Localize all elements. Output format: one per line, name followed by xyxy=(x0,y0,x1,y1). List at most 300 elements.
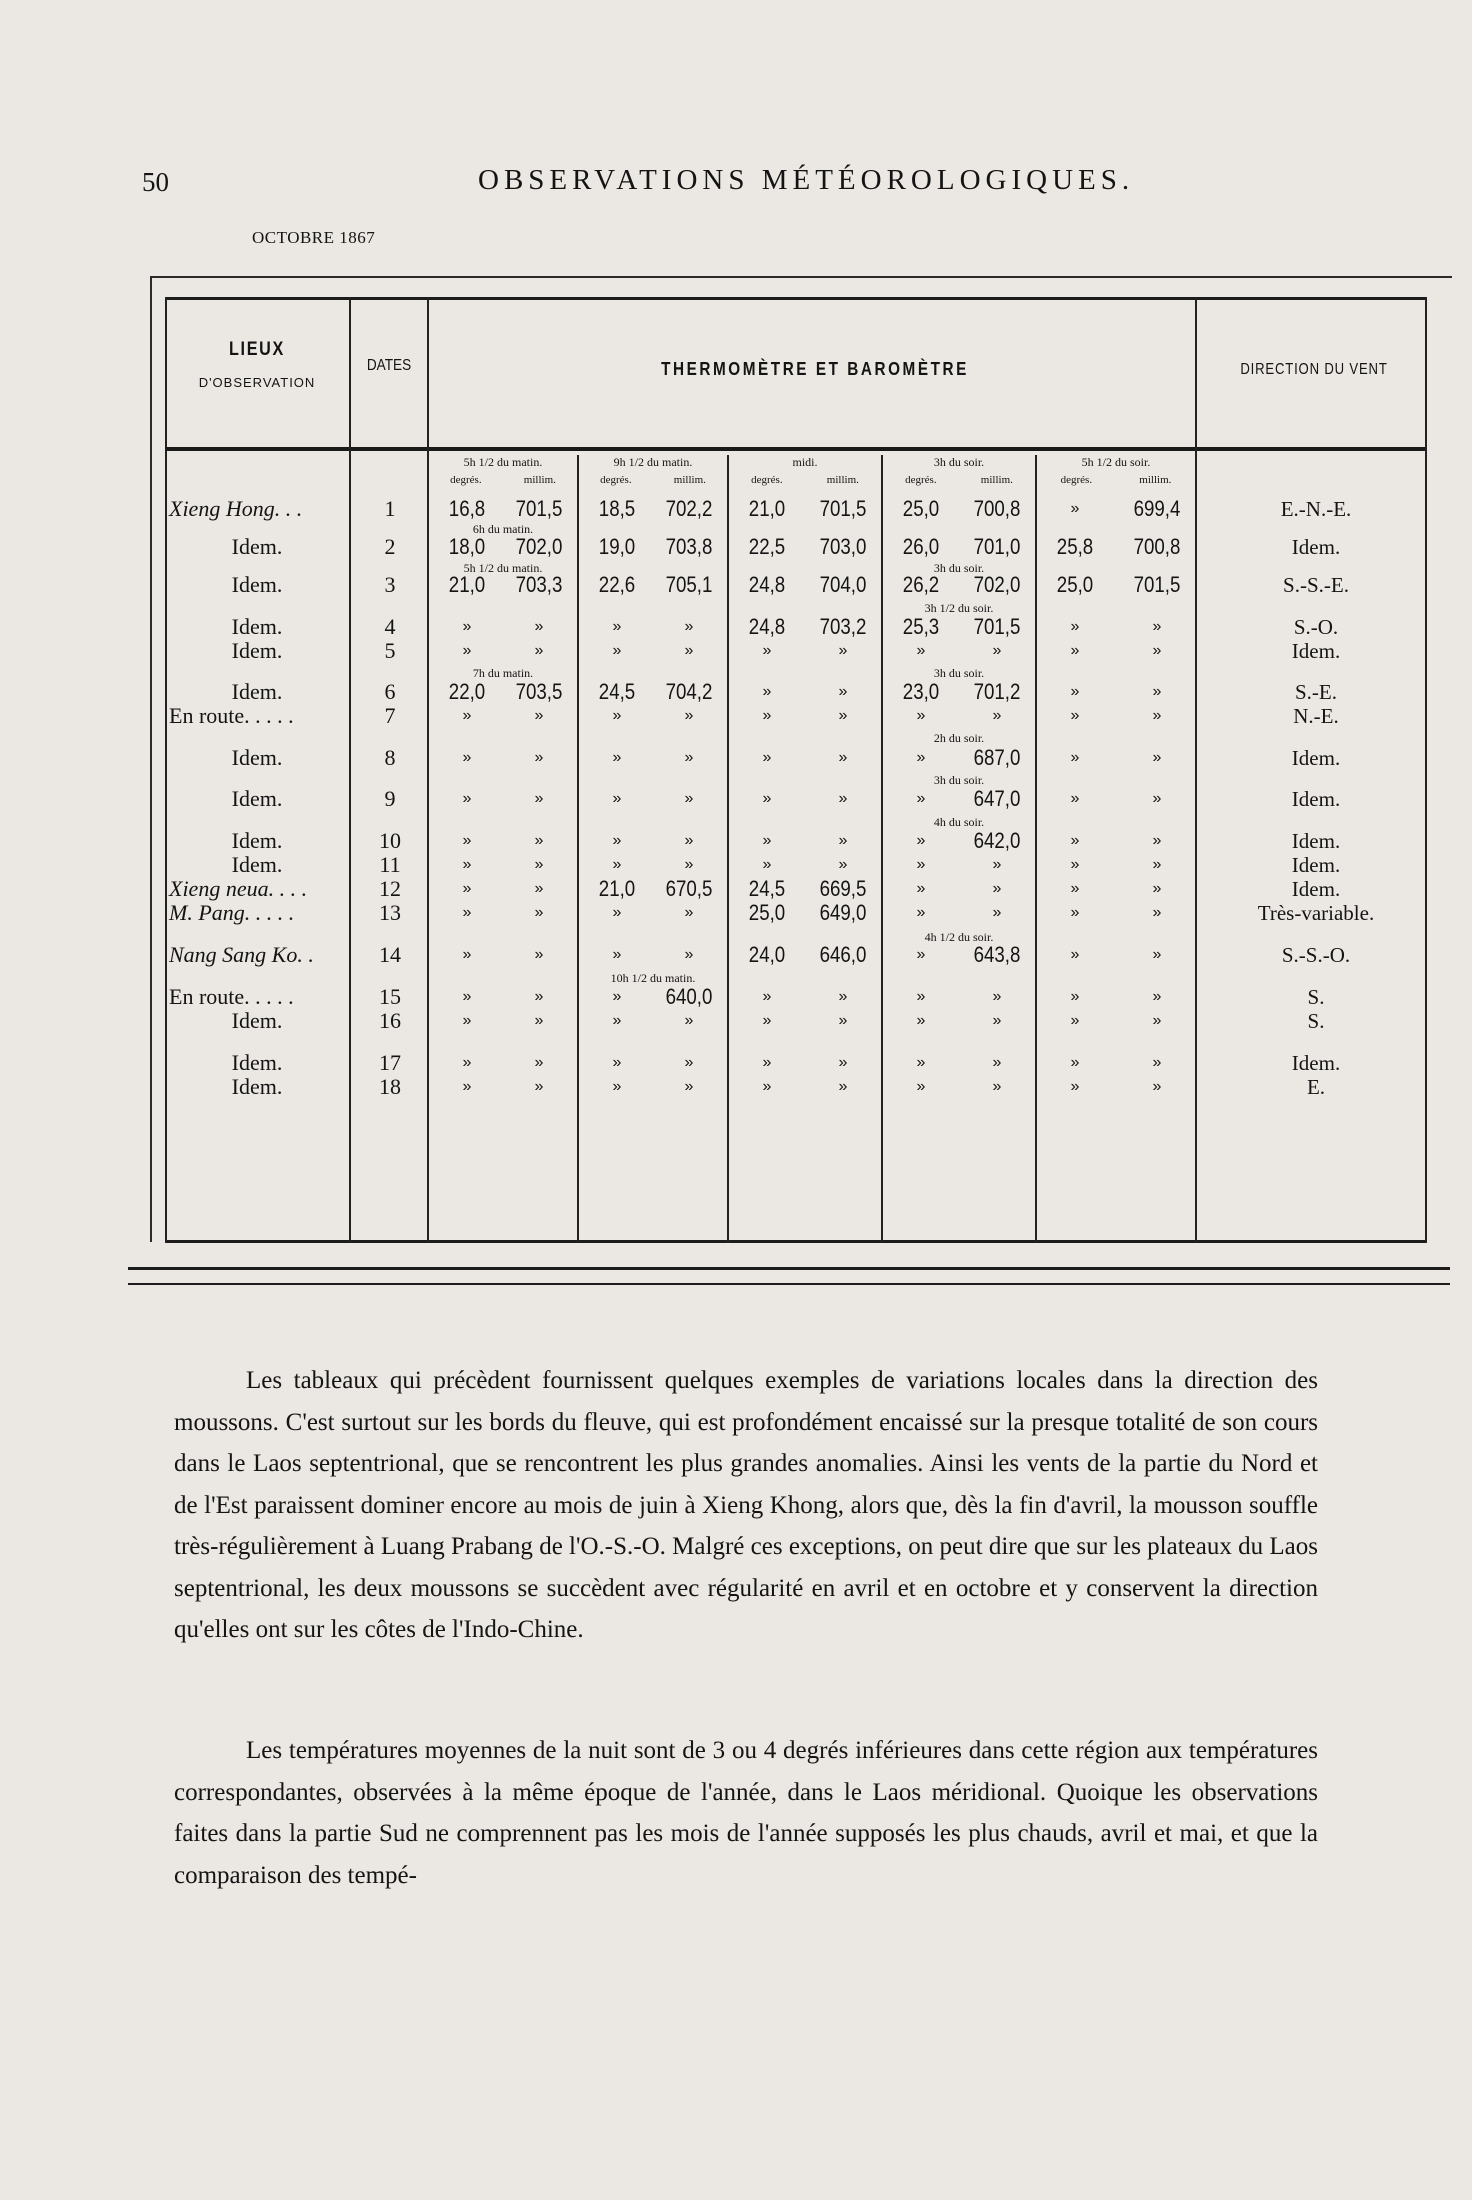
col-divider xyxy=(349,297,351,1243)
place-cell: Idem. xyxy=(231,786,283,811)
temperature-cell: » xyxy=(916,832,926,849)
date-cell: 18 xyxy=(379,1074,401,1099)
temperature-cell: » xyxy=(762,683,772,700)
pressure-cell: 703,2 xyxy=(819,614,867,639)
wind-direction-cell: S.-O. xyxy=(1293,615,1339,639)
temperature-cell: » xyxy=(762,749,772,766)
pressure-cell: » xyxy=(534,790,544,807)
wind-direction-cell: S. xyxy=(1307,985,1325,1009)
pressure-cell: 646,0 xyxy=(819,942,867,967)
table-rule-bottom xyxy=(165,1240,1427,1243)
temperature-cell: » xyxy=(612,790,622,807)
temperature-cell: » xyxy=(612,1012,622,1029)
paragraph-text: Les températures moyennes de la nuit sont de 3 ou 4 degrés inférieures dans cette région aux températures correspondantes, observées à la même époque de l'année, dans le Laos méridional. Quoique les observations faites dans la partie Sud ne comprennent pas les mois de l'année supposés les plus chauds, avril et mai, et que la comparaison des tempé- xyxy=(174,1737,1318,1889)
pressure-cell: » xyxy=(1152,790,1162,807)
header-dates: DATES xyxy=(366,357,412,374)
observations-table xyxy=(165,297,1427,1243)
time-annotation: 4h du soir. xyxy=(933,815,985,829)
place-cell: Idem. xyxy=(231,1074,283,1099)
temperature-cell: » xyxy=(462,1054,472,1071)
temperature-cell: » xyxy=(1070,988,1080,1005)
temperature-cell: » xyxy=(762,707,772,724)
place-cell: Idem. xyxy=(231,679,283,704)
pressure-cell: » xyxy=(684,790,694,807)
date-cell: 7 xyxy=(384,703,396,728)
temperature-cell: » xyxy=(916,642,926,659)
table-row xyxy=(165,573,1427,597)
place-cell: Xieng neua. . . . xyxy=(169,876,308,901)
pressure-cell: » xyxy=(1152,856,1162,873)
temperature-cell: » xyxy=(462,1078,472,1095)
temperature-cell: 22,6 xyxy=(598,572,636,597)
wind-direction-cell: Idem. xyxy=(1291,535,1341,559)
table-row xyxy=(165,746,1427,770)
temperature-cell: » xyxy=(612,707,622,724)
header-lieux xyxy=(165,339,349,390)
pressure-cell: 702,2 xyxy=(665,496,713,521)
unit-millim: millim. xyxy=(980,474,1013,486)
temperature-cell: » xyxy=(1070,856,1080,873)
temperature-cell: » xyxy=(1070,500,1080,517)
table-row xyxy=(165,901,1427,925)
pressure-cell: » xyxy=(1152,904,1162,921)
wind-direction-cell: Idem. xyxy=(1291,829,1341,853)
pressure-cell: » xyxy=(534,832,544,849)
pressure-cell: » xyxy=(684,749,694,766)
date-cell: 13 xyxy=(379,900,401,925)
pressure-cell: » xyxy=(1152,1078,1162,1095)
temperature-cell: » xyxy=(1070,683,1080,700)
running-head: OBSERVATIONS MÉTÉOROLOGIQUES. xyxy=(478,164,1135,196)
pressure-cell: » xyxy=(992,856,1002,873)
unit-degres: degrés. xyxy=(1060,474,1093,486)
pressure-cell: 703,8 xyxy=(665,534,713,559)
pressure-cell: » xyxy=(534,880,544,897)
temperature-cell: 25,0 xyxy=(748,900,786,925)
pressure-cell: » xyxy=(838,832,848,849)
temperature-cell: » xyxy=(612,832,622,849)
unit-degres: degrés. xyxy=(600,474,632,486)
pressure-cell: » xyxy=(838,683,848,700)
pressure-cell: » xyxy=(838,1078,848,1095)
body-paragraph-1 xyxy=(174,1360,1318,1651)
pressure-cell: » xyxy=(534,856,544,873)
temperature-cell: 24,5 xyxy=(748,876,786,901)
table-row xyxy=(165,829,1427,853)
pressure-cell: 701,2 xyxy=(973,679,1021,704)
date-cell: 5 xyxy=(384,638,396,663)
place-cell: Idem. xyxy=(231,852,283,877)
temperature-cell: » xyxy=(462,856,472,873)
temperature-cell: » xyxy=(462,880,472,897)
pressure-cell: » xyxy=(838,856,848,873)
wind-direction-cell: S. xyxy=(1307,1009,1325,1033)
pressure-cell: » xyxy=(838,1012,848,1029)
temperature-cell: » xyxy=(612,1054,622,1071)
header-rule xyxy=(165,447,349,451)
pressure-cell: 704,2 xyxy=(665,679,713,704)
temperature-cell: 24,5 xyxy=(598,679,636,704)
temperature-cell: » xyxy=(462,904,472,921)
wind-direction-cell: N.-E. xyxy=(1293,704,1339,728)
pressure-cell: » xyxy=(838,1054,848,1071)
time-column-header xyxy=(579,455,727,486)
pressure-cell: » xyxy=(1152,683,1162,700)
place-cell: Idem. xyxy=(231,614,283,639)
table-row xyxy=(165,639,1427,663)
temperature-cell: » xyxy=(762,1012,772,1029)
pressure-cell: » xyxy=(992,707,1002,724)
header-lieux-title: LIEUX xyxy=(228,339,286,360)
temperature-cell: » xyxy=(1070,707,1080,724)
pressure-cell: » xyxy=(1152,1012,1162,1029)
pressure-cell: » xyxy=(684,618,694,635)
temperature-cell: » xyxy=(462,832,472,849)
unit-degres: degrés. xyxy=(450,474,482,486)
unit-millim: millim. xyxy=(673,474,706,486)
temperature-cell: » xyxy=(462,790,472,807)
temperature-cell: » xyxy=(462,749,472,766)
place-cell: Idem. xyxy=(231,534,283,559)
temperature-cell: 25,0 xyxy=(1056,572,1094,597)
pressure-cell: » xyxy=(534,946,544,963)
unit-millim: millim. xyxy=(1139,474,1172,486)
place-cell: En route. . . . . xyxy=(169,703,294,728)
time-label: midi. xyxy=(792,455,818,469)
pressure-cell: » xyxy=(838,642,848,659)
unit-millim: millim. xyxy=(523,474,556,486)
pressure-cell: » xyxy=(534,1054,544,1071)
table-rule-top xyxy=(165,297,1427,300)
date-cell: 6 xyxy=(384,679,396,704)
temperature-cell: » xyxy=(612,618,622,635)
temperature-cell: » xyxy=(1070,1054,1080,1071)
place-cell: Xieng Hong. . . xyxy=(169,496,303,521)
pressure-cell: » xyxy=(684,904,694,921)
table-row xyxy=(165,853,1427,877)
table-row xyxy=(165,1051,1427,1075)
pressure-cell: » xyxy=(1152,880,1162,897)
time-annotation: 4h 1/2 du soir. xyxy=(924,930,994,944)
date-cell: 4 xyxy=(384,614,396,639)
date-cell: 11 xyxy=(379,852,401,877)
header-lieux-sub: D'OBSERVATION xyxy=(198,375,316,390)
date-cell: 12 xyxy=(379,876,401,901)
temperature-cell: » xyxy=(916,880,926,897)
temperature-cell: 24,8 xyxy=(748,572,786,597)
table-row xyxy=(165,877,1427,901)
temperature-cell: 18,0 xyxy=(448,534,486,559)
wind-direction-cell: Idem. xyxy=(1291,877,1341,901)
pressure-cell: » xyxy=(684,1078,694,1095)
pressure-cell: » xyxy=(534,904,544,921)
pressure-cell: » xyxy=(1152,832,1162,849)
table-outer-rule-left xyxy=(150,276,152,1242)
table-row xyxy=(165,704,1427,728)
pressure-cell: 643,8 xyxy=(973,942,1021,967)
time-column-header xyxy=(729,455,881,486)
header-rule xyxy=(1197,447,1425,451)
pressure-cell: 703,3 xyxy=(515,572,563,597)
pressure-cell: » xyxy=(992,880,1002,897)
temperature-cell: » xyxy=(1070,880,1080,897)
table-row xyxy=(165,787,1427,811)
temperature-cell: » xyxy=(612,904,622,921)
pressure-cell: » xyxy=(684,832,694,849)
table-row xyxy=(165,680,1427,704)
temperature-cell: » xyxy=(916,749,926,766)
date-cell: 10 xyxy=(379,828,401,853)
pressure-cell: » xyxy=(684,946,694,963)
temperature-cell: » xyxy=(1070,904,1080,921)
pressure-cell: » xyxy=(684,1012,694,1029)
pressure-cell: 649,0 xyxy=(819,900,867,925)
time-annotation: 7h du matin. xyxy=(472,666,534,680)
pressure-cell: » xyxy=(684,1054,694,1071)
temperature-cell: » xyxy=(916,707,926,724)
time-annotation: 5h 1/2 du matin. xyxy=(463,561,543,575)
date-cell: 2 xyxy=(384,534,396,559)
temperature-cell: » xyxy=(612,988,622,1005)
pressure-cell: 702,0 xyxy=(973,572,1021,597)
pressure-cell: » xyxy=(534,988,544,1005)
col-divider xyxy=(165,297,167,1243)
temperature-cell: » xyxy=(916,856,926,873)
pressure-cell: » xyxy=(1152,642,1162,659)
pressure-cell: 703,5 xyxy=(515,679,563,704)
table-row xyxy=(165,985,1427,1009)
place-cell: Idem. xyxy=(231,572,283,597)
table-row xyxy=(165,1009,1427,1033)
temperature-cell: » xyxy=(1070,1012,1080,1029)
pressure-cell: 700,8 xyxy=(1133,534,1181,559)
pressure-cell: » xyxy=(838,707,848,724)
date-cell: 3 xyxy=(384,572,396,597)
pressure-cell: 704,0 xyxy=(819,572,867,597)
pressure-cell: » xyxy=(684,707,694,724)
pressure-cell: » xyxy=(534,618,544,635)
pressure-cell: » xyxy=(992,1012,1002,1029)
temperature-cell: » xyxy=(1070,1078,1080,1095)
temperature-cell: » xyxy=(762,856,772,873)
wind-direction-cell: S.-S.-E. xyxy=(1283,573,1349,597)
pressure-cell: » xyxy=(534,707,544,724)
time-label: 5h 1/2 du soir. xyxy=(1081,455,1151,469)
temperature-cell: » xyxy=(916,988,926,1005)
wind-direction-cell: S.-E. xyxy=(1295,680,1337,704)
time-column-header xyxy=(883,455,1035,486)
pressure-cell: 703,0 xyxy=(819,534,867,559)
table-row xyxy=(165,943,1427,967)
header-thermometre-barometre: THERMOMÈTRE ET BAROMÈTRE xyxy=(661,359,969,379)
header-rule xyxy=(429,447,1195,451)
date-cell: 1 xyxy=(384,496,396,521)
temperature-cell: » xyxy=(1070,790,1080,807)
pressure-cell: 687,0 xyxy=(973,745,1021,770)
time-label: 3h du soir. xyxy=(933,455,985,469)
pressure-cell: » xyxy=(1152,1054,1162,1071)
temperature-cell: » xyxy=(916,946,926,963)
pressure-cell: 647,0 xyxy=(973,786,1021,811)
table-row xyxy=(165,615,1427,639)
pressure-cell: 701,5 xyxy=(819,496,867,521)
temperature-cell: 26,2 xyxy=(902,572,940,597)
pressure-cell: » xyxy=(1152,618,1162,635)
temperature-cell: » xyxy=(462,988,472,1005)
col-divider xyxy=(1195,297,1197,1243)
pressure-cell: » xyxy=(1152,707,1162,724)
temperature-cell: 21,0 xyxy=(448,572,486,597)
date-cell: 9 xyxy=(384,786,396,811)
temperature-cell: » xyxy=(612,749,622,766)
temperature-cell: » xyxy=(462,707,472,724)
place-cell: Idem. xyxy=(231,638,283,663)
temperature-cell: 25,0 xyxy=(902,496,940,521)
temperature-cell: 25,8 xyxy=(1056,534,1094,559)
temperature-cell: 16,8 xyxy=(448,496,486,521)
place-cell: Idem. xyxy=(231,1050,283,1075)
pressure-cell: » xyxy=(534,749,544,766)
date-cell: 17 xyxy=(379,1050,401,1075)
pressure-cell: 670,5 xyxy=(665,876,713,901)
time-annotation: 2h du soir. xyxy=(933,731,985,745)
pressure-cell: » xyxy=(992,642,1002,659)
pressure-cell: 705,1 xyxy=(665,572,713,597)
table-outer-rule-bottom xyxy=(128,1267,1450,1270)
time-annotation: 3h du soir. xyxy=(933,666,985,680)
pressure-cell: 701,0 xyxy=(973,534,1021,559)
pressure-cell: 701,5 xyxy=(1133,572,1181,597)
pressure-cell: » xyxy=(534,1078,544,1095)
temperature-cell: » xyxy=(462,1012,472,1029)
pressure-cell: » xyxy=(992,1054,1002,1071)
wind-direction-cell: S.-S.-O. xyxy=(1281,943,1351,967)
temperature-cell: 18,5 xyxy=(598,496,636,521)
pressure-cell: 669,5 xyxy=(819,876,867,901)
temperature-cell: » xyxy=(612,642,622,659)
temperature-cell: » xyxy=(916,790,926,807)
pressure-cell: » xyxy=(992,904,1002,921)
date-cell: 15 xyxy=(379,984,401,1009)
pressure-cell: 701,5 xyxy=(515,496,563,521)
temperature-cell: » xyxy=(462,642,472,659)
pressure-cell: » xyxy=(838,749,848,766)
temperature-cell: » xyxy=(916,1054,926,1071)
pressure-cell: 702,0 xyxy=(515,534,563,559)
pressure-cell: » xyxy=(838,988,848,1005)
unit-degres: degrés. xyxy=(905,474,937,486)
table-row xyxy=(165,1075,1427,1099)
temperature-cell: 19,0 xyxy=(598,534,636,559)
place-cell: En route. . . . . xyxy=(169,984,294,1009)
time-column-header xyxy=(429,455,577,486)
time-label: 9h 1/2 du matin. xyxy=(613,455,693,469)
time-annotation: 3h du soir. xyxy=(933,773,985,787)
pressure-cell: » xyxy=(534,642,544,659)
time-annotation: 3h 1/2 du soir. xyxy=(924,601,994,615)
temperature-cell: » xyxy=(1070,749,1080,766)
date-cell: 14 xyxy=(379,942,401,967)
temperature-cell: » xyxy=(762,988,772,1005)
wind-direction-cell: E.-N.-E. xyxy=(1280,497,1352,521)
time-column-header xyxy=(1037,455,1195,486)
time-label: 5h 1/2 du matin. xyxy=(463,455,543,469)
pressure-cell: 700,8 xyxy=(973,496,1021,521)
pressure-cell: » xyxy=(1152,749,1162,766)
paragraph-text: Les tableaux qui précèdent fournissent quelques exemples de variations locales dans la direction des moussons. C'est surtout sur les bords du fleuve, qui est profondément encaissé sur la presque totalité de son cours dans le Laos septentrional, que se rencontrent les plus grandes anomalies. Ainsi les vents de la partie du Nord et de l'Est paraissent dominer encore au mois de juin à Xieng Khong, alors que, dès la fin d'avril, la mousson souffle très-régulièrement à Luang Prabang de l'O.-S.-O. Malgré ces exceptions, on peut dire que sur les plateaux du Laos septentrional, les deux moussons se succèdent avec régularité en avril et en octobre et y conservent la direction qu'elles ont sur les côtes de l'Indo-Chine. xyxy=(174,1367,1318,1643)
pressure-cell: » xyxy=(534,1012,544,1029)
time-annotation: 6h du matin. xyxy=(472,522,534,536)
place-cell: M. Pang. . . . . xyxy=(169,900,295,925)
table-outer-rule-top xyxy=(150,276,1452,278)
pressure-cell: » xyxy=(838,790,848,807)
temperature-cell: » xyxy=(916,1012,926,1029)
temperature-cell: » xyxy=(612,946,622,963)
pressure-cell: » xyxy=(992,1078,1002,1095)
place-cell: Idem. xyxy=(231,828,283,853)
temperature-cell: » xyxy=(1070,946,1080,963)
temperature-cell: 22,0 xyxy=(448,679,486,704)
temperature-cell: 23,0 xyxy=(902,679,940,704)
table-row xyxy=(165,535,1427,559)
pressure-cell: » xyxy=(1152,988,1162,1005)
place-cell: Idem. xyxy=(231,745,283,770)
pressure-cell: 701,5 xyxy=(973,614,1021,639)
temperature-cell: 21,0 xyxy=(598,876,636,901)
temperature-cell: » xyxy=(916,904,926,921)
temperature-cell: » xyxy=(1070,832,1080,849)
temperature-cell: » xyxy=(762,790,772,807)
wind-direction-cell: Idem. xyxy=(1291,639,1341,663)
place-cell: Nang Sang Ko. . xyxy=(169,942,314,967)
temperature-cell: 24,8 xyxy=(748,614,786,639)
month-label: OCTOBRE 1867 xyxy=(252,228,376,247)
table-row xyxy=(165,497,1427,521)
wind-direction-cell: Idem. xyxy=(1291,746,1341,770)
temperature-cell: 24,0 xyxy=(748,942,786,967)
date-cell: 8 xyxy=(384,745,396,770)
temperature-cell: » xyxy=(762,1054,772,1071)
wind-direction-cell: Idem. xyxy=(1291,787,1341,811)
temperature-cell: » xyxy=(916,1078,926,1095)
col-divider xyxy=(1425,297,1427,1243)
temperature-cell: 25,3 xyxy=(902,614,940,639)
temperature-cell: » xyxy=(762,1078,772,1095)
time-annotation: 10h 1/2 du matin. xyxy=(610,971,696,985)
header-rule xyxy=(351,447,427,451)
header-direction-vent: DIRECTION DU VENT xyxy=(1240,361,1388,378)
col-divider xyxy=(427,297,429,1243)
temperature-cell: » xyxy=(462,946,472,963)
temperature-cell: » xyxy=(462,618,472,635)
wind-direction-cell: E. xyxy=(1306,1075,1326,1099)
temperature-cell: » xyxy=(612,856,622,873)
unit-millim: millim. xyxy=(826,474,859,486)
pressure-cell: » xyxy=(992,988,1002,1005)
temperature-cell: » xyxy=(1070,642,1080,659)
pressure-cell: » xyxy=(1152,946,1162,963)
pressure-cell: 699,4 xyxy=(1133,496,1181,521)
temperature-cell: » xyxy=(1070,618,1080,635)
wind-direction-cell: Idem. xyxy=(1291,1051,1341,1075)
temperature-cell: » xyxy=(762,832,772,849)
temperature-cell: 22,5 xyxy=(748,534,786,559)
wind-direction-cell: Idem. xyxy=(1291,853,1341,877)
temperature-cell: » xyxy=(762,642,772,659)
date-cell: 16 xyxy=(379,1008,401,1033)
pressure-cell: 640,0 xyxy=(665,984,713,1009)
table-outer-rule-bottom-2 xyxy=(128,1283,1450,1285)
